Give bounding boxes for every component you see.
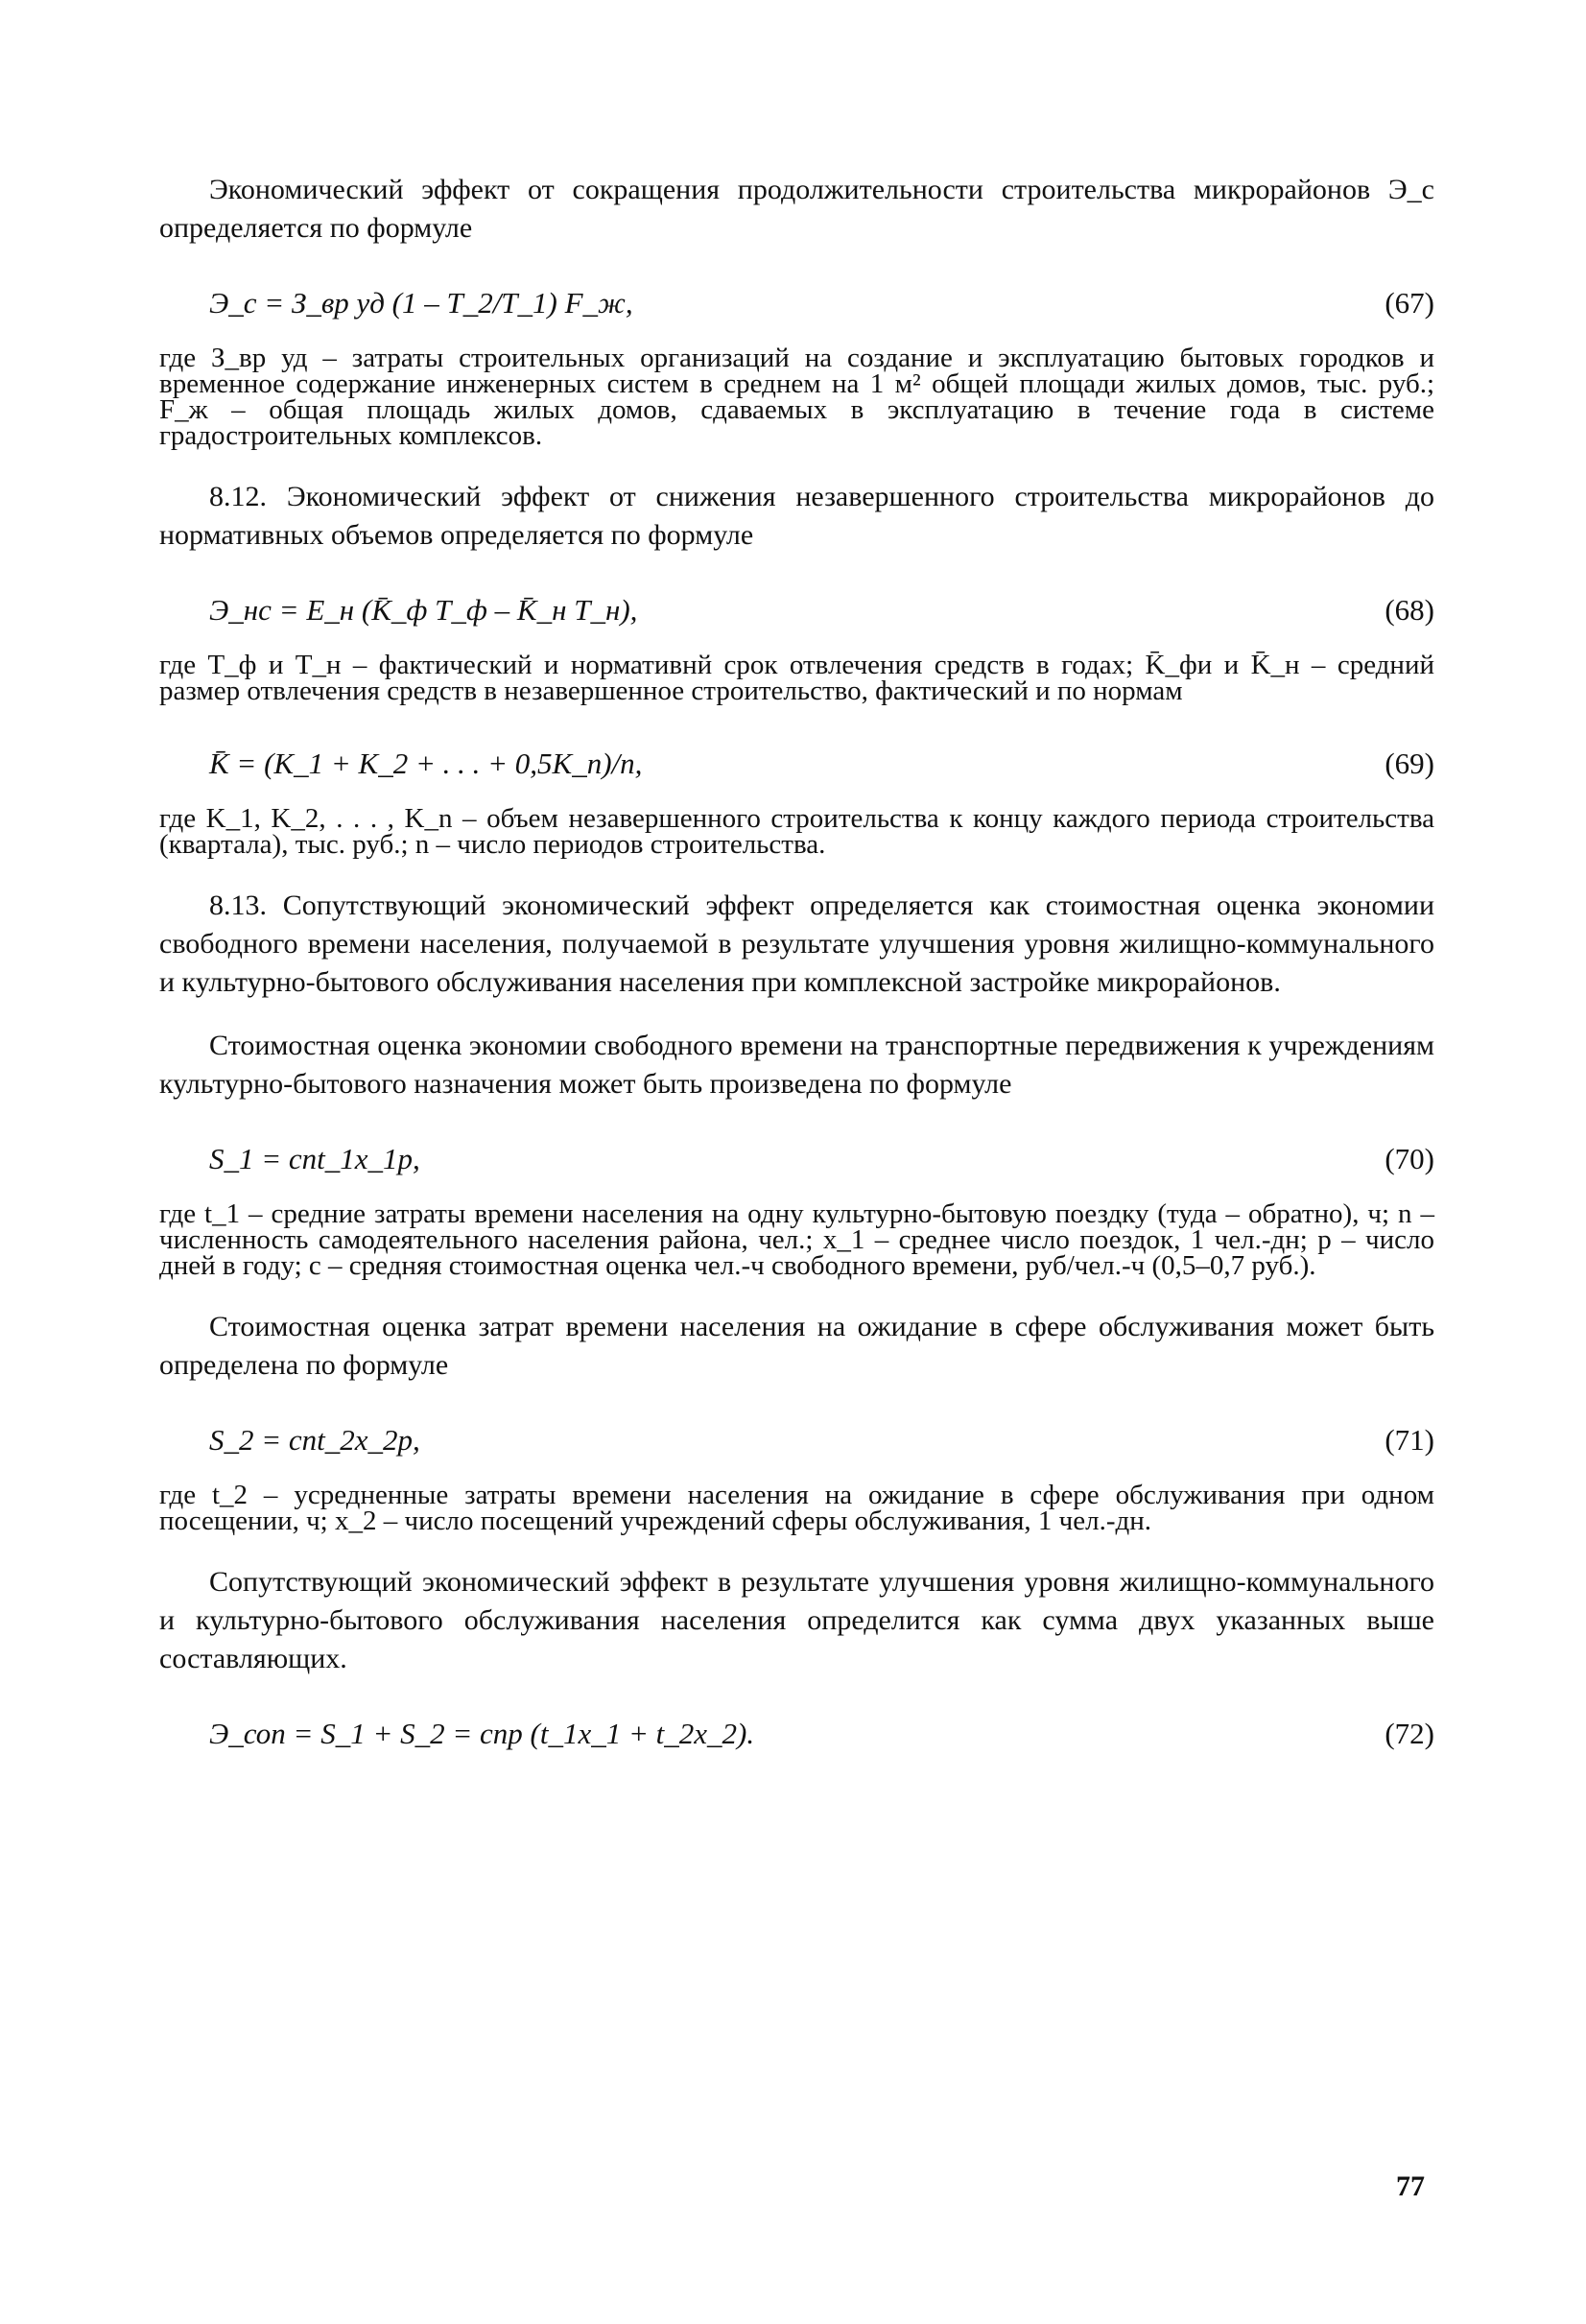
formula-69 xyxy=(159,733,1434,794)
paragraph-7 xyxy=(159,1027,1434,1103)
formula-69-expression: K̄ = (K_1 + K_2 + . . . + 0,5K_n)/n, xyxy=(209,747,643,780)
paragraph-5: где K_1, K_2, . . . , K_n – объем незавершенного строительства к концу каждого периода строительства (квартала), тыс. руб.; n – число периодов строительства. xyxy=(159,803,1434,860)
formula-71-expression: S_2 = cnt_2x_2p, xyxy=(209,1423,420,1457)
paragraph-6-text: 8.13. Сопутствующий экономический эффект определяется как стоимостная оценка экономии свободного времени населения, получаемой в результате улучшения уровня жилищно-коммунального и культурно-бытового обслуживания населения при комплексной застройке микрорайонов. xyxy=(159,889,1434,998)
formula-68-number: (68) xyxy=(1385,593,1434,627)
paragraph-11 xyxy=(159,1563,1434,1678)
formula-67-number: (67) xyxy=(1385,286,1434,320)
paragraph-9 xyxy=(159,1308,1434,1385)
paragraph-3-text: 8.12. Экономический эффект от снижения незавершенного строительства микрорайонов до нормативных объемов определяется по формуле xyxy=(159,481,1434,551)
formula-70-expression: S_1 = cnt_1x_1p, xyxy=(209,1142,420,1175)
paragraph-1-text: Экономический эффект от сокращения продолжительности строительства микрорайонов Э_с определяется по формуле xyxy=(159,174,1434,244)
paragraph-11-text: Сопутствующий экономический эффект в результате улучшения уровня жилищно-коммунального и культурно-бытового обслуживания населения определится как сумма двух указанных выше составляющих. xyxy=(159,1566,1434,1674)
formula-68 xyxy=(159,580,1434,641)
formula-70 xyxy=(159,1128,1434,1190)
paragraph-10: где t_2 – усредненные затраты времени населения на ожидание в сфере обслуживания при одном посещении, ч; x_2 – число посещений учреждений сферы обслуживания, 1 чел.-дн. xyxy=(159,1480,1434,1536)
formula-72-expression: Э_соп = S_1 + S_2 = cnp (t_1x_1 + t_2x_2). xyxy=(209,1717,755,1750)
paragraph-2: где З_вр уд – затраты строительных организаций на создание и эксплуатацию бытовых городков и временное содержание инженерных систем в среднем на 1 м² общей площади жилых домов, тыс. руб.; F_ж – общая площадь жилых домов, сдаваемых в эксплуатацию в течение года в системе градостроительных комплексов. xyxy=(159,343,1434,451)
paragraph-9-text: Стоимостная оценка затрат времени населения на ожидание в сфере обслуживания может быть определена по формуле xyxy=(159,1311,1434,1381)
page-number: 77 xyxy=(1396,2170,1425,2202)
formula-69-number: (69) xyxy=(1385,747,1434,780)
formula-67 xyxy=(159,273,1434,334)
paragraph-3 xyxy=(159,478,1434,555)
paragraph-4: где T_ф и T_н – фактический и нормативнй срок отвлечения средств в годах; K̄_фи и K̄_н – средний размер отвлечения средств в незавершенное строительство, фактический и по нормам xyxy=(159,650,1434,706)
formula-72 xyxy=(159,1703,1434,1765)
paragraph-8: где t_1 – средние затраты времени населения на одну культурно-бытовую поездку (туда – обратно), ч; n – численность самодеятельного населения района, чел.; x_1 – среднее число поездок, 1 чел.-дн; p – число дней в году; c – средняя стоимостная оценка чел.-ч свободного времени, руб/чел.-ч (0,5–0,7 руб.). xyxy=(159,1198,1434,1281)
paragraph-7-text: Стоимостная оценка экономии свободного времени на транспортные передвижения к учреждениям культурно-бытового назначения может быть произведена по формуле xyxy=(159,1030,1434,1100)
formula-72-number: (72) xyxy=(1385,1717,1434,1750)
formula-71-number: (71) xyxy=(1385,1423,1434,1457)
paragraph-1 xyxy=(159,171,1434,248)
paragraph-6 xyxy=(159,887,1434,1002)
formula-70-number: (70) xyxy=(1385,1142,1434,1175)
formula-68-expression: Э_нс = E_н (K̄_ф T_ф – K̄_н T_н), xyxy=(209,593,638,627)
formula-67-expression: Э_с = З_вр уд (1 – T_2/T_1) F_ж, xyxy=(209,286,633,320)
formula-71 xyxy=(159,1410,1434,1471)
